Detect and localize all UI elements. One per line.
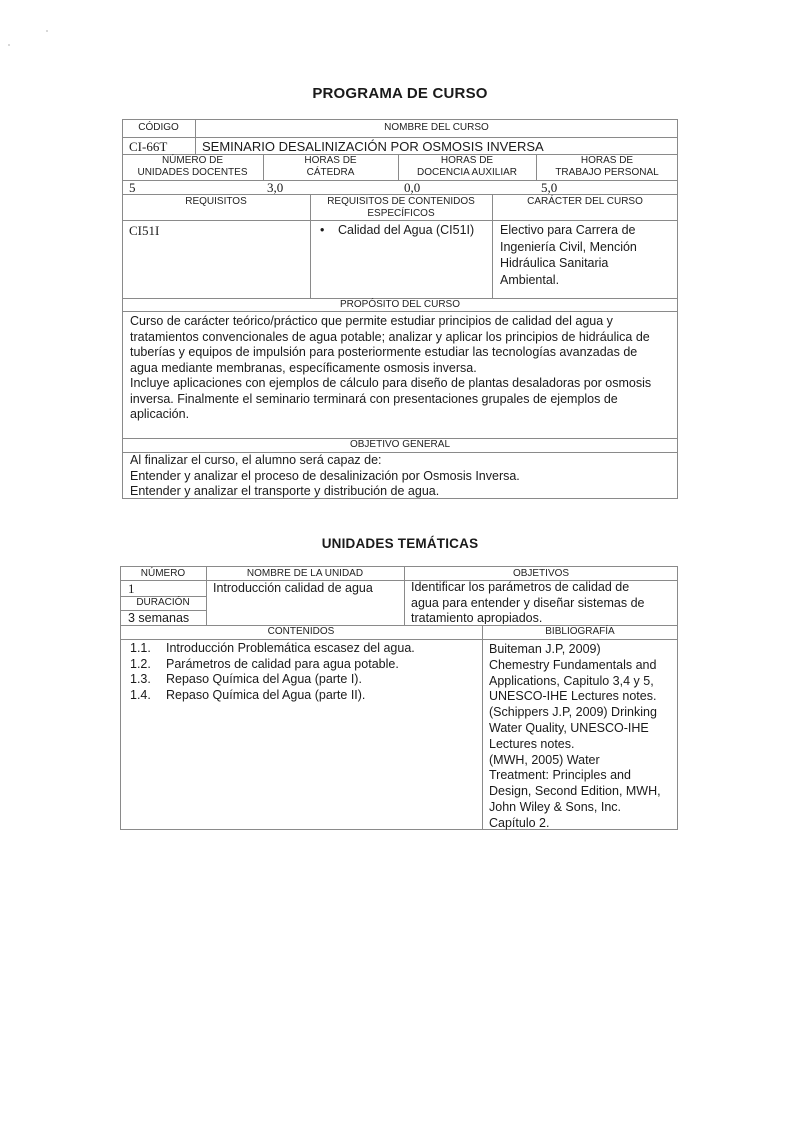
objetivos-label: OBJETIVOS [512,568,570,579]
objetivo-label: OBJETIVO GENERAL [349,439,451,450]
caracter-label: CARÁCTER DEL CURSO [527,196,643,207]
bullet-icon: • [320,223,325,237]
horas-docencia-value: 0,0 [404,180,421,195]
page-title: PROGRAMA DE CURSO [312,85,488,102]
requisitos-value: CI51I [129,223,160,238]
num-unidades-value: 5 [129,180,136,195]
list-item: 1.2. Parámetros de calidad para agua potable. [130,656,399,671]
list-item: 1.1. Introducción Problemática escasez del agua. [130,641,415,655]
requisitos-contenidos-label: REQUISITOS DE CONTENIDOS ESPECÍFICOS [327,196,475,219]
unit-objectives: Identificar los parámetros de calidad de agua para entender y diseñar sistemas de tratamiento apropiados. [411,580,645,624]
objetivo-text: Al finalizar el curso, el alumno será capaz de: Entender y analizar el proceso de desalinización por Osmosis Inversa. Entender y analizar el transporte y distribución de agua. [130,453,520,498]
contents-list [130,641,415,703]
bibliography-text: Buiteman J.P, 2009) Chemestry Fundamentals and Applications, Capitulo 3,4 y 5, UNESCO-IHE Lectures notes. (Schippers J.P, 2009) Drinking Water Quality, UNESCO-IHE Lectures notes. (MWH, 2005) Water Treatment: Principles and Design, Second Edition, MWH, John Wiley & Sons, Inc. Capítulo 2. [489,642,661,830]
proposito-text: Curso de carácter teórico/práctico que permite estudiar principios de calidad del agua y tratamientos convencionales de agua potable; analizar y aplicar los principios de hidráulica de tuberías y equipos de impulsión para posteriormente estudiar las tecnologías avanzadas de agua mediante membranas, específicamente osmosis inversa. Incluye aplicaciones con ejemplos de cálculo para diseño de plantas desaladoras por osmosis inversa. Finalmente el seminario terminará con presentaciones grupales de ejemplos de aplicación. [130,314,652,421]
units-title: UNIDADES TEMÁTICAS [321,536,479,551]
course-name: SEMINARIO DESALINIZACIÓN POR OSMOSIS INVERSA [202,139,544,154]
horas-trabajo-label: HORAS DE TRABAJO PERSONAL [555,155,659,178]
codigo-label: CÓDIGO [138,122,179,133]
list-item: 1.3. Repaso Química del Agua (parte I). [130,672,362,686]
duracion-label: DURACIÓN [136,597,190,608]
numero-label: NÚMERO [140,568,186,579]
horas-catedra-value: 3,0 [267,180,284,195]
caracter-value: Electivo para Carrera de Ingeniería Civil, Mención Hidráulica Sanitaria Ambiental. [500,223,637,287]
nombre-unidad-label: NOMBRE DE LA UNIDAD [246,568,364,579]
unit-duration: 3 semanas [128,611,190,625]
contenidos-label: CONTENIDOS [267,626,335,637]
scan-speck [46,30,48,32]
horas-catedra-label: HORAS DE CÁTEDRA [304,155,357,178]
proposito-label: PROPÓSITO DEL CURSO [339,299,461,310]
bibliografia-label: BIBLIOGRAFÍA [545,626,615,637]
horas-trabajo-value: 5,0 [541,180,558,195]
requisitos-contenidos-value: • Calidad del Agua (CI51I) [320,223,475,237]
unit-number: 1 [128,581,135,596]
horas-docencia-label: HORAS DE DOCENCIA AUXILIAR [416,155,518,178]
course-code: CI-66T [129,139,168,154]
list-item: 1.4. Repaso Química del Agua (parte II). [130,687,366,702]
nombre-label: NOMBRE DEL CURSO [384,122,489,133]
scan-speck [8,44,10,46]
unit-name: Introducción calidad de agua [213,581,373,595]
num-unidades-label: NÚMERO DE UNIDADES DOCENTES [137,155,248,178]
requisitos-label: REQUISITOS [185,196,247,207]
